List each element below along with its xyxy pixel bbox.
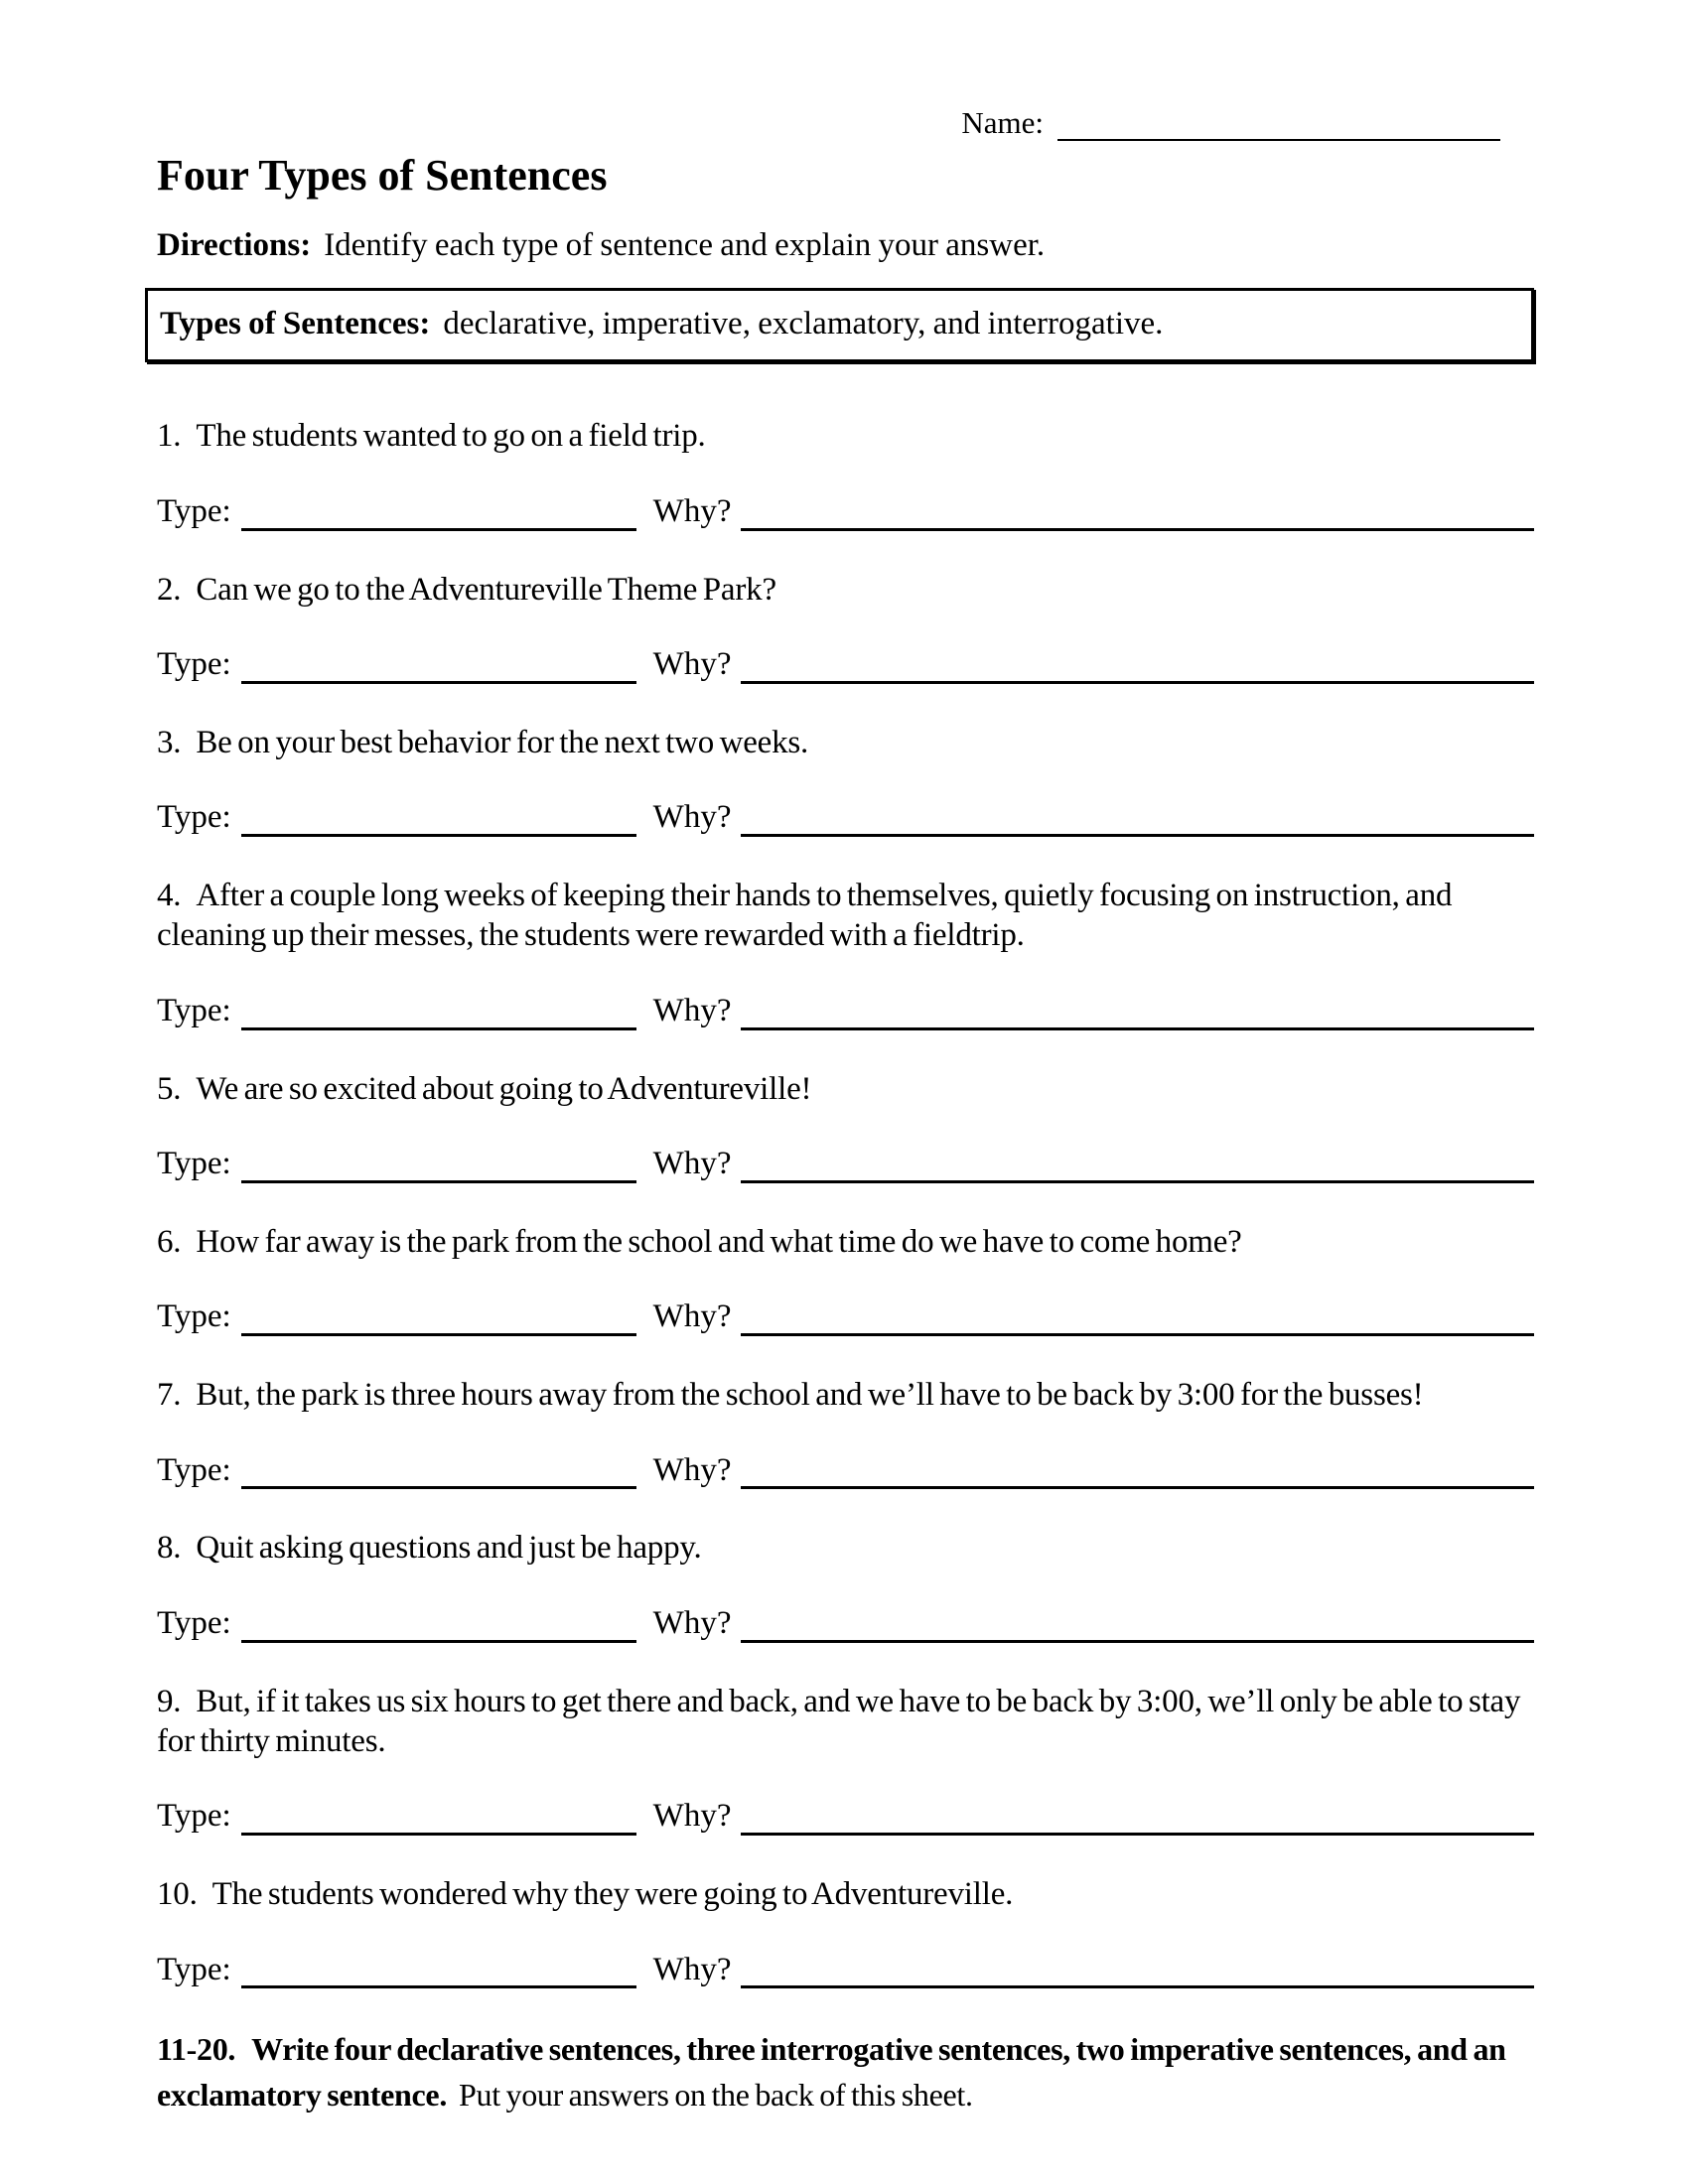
type-answer-blank (241, 795, 636, 837)
question-text: But, if it takes us six hours to get there and back, and we have to be back by 3:00, we’ll only be able to stay for thirty minutes. (157, 1683, 1521, 1759)
why-label: Why? (652, 1146, 732, 1182)
question-block-9 (157, 1682, 1534, 1837)
question-text: How far away is the park from the school and what time do we have to come home? (196, 1223, 1242, 1260)
type-label: Type: (157, 1798, 231, 1835)
question-1 (157, 416, 1534, 456)
why-answer-blank (741, 989, 1534, 1030)
name-answer-blank (1057, 105, 1500, 141)
question-number: 4. (157, 878, 182, 914)
why-label: Why? (652, 646, 732, 683)
question-block-4 (157, 876, 1534, 1030)
question-number: 6. (157, 1223, 182, 1260)
final-task (157, 2027, 1534, 2117)
directions (157, 226, 1534, 266)
question-6 (157, 1222, 1534, 1262)
type-label: Type: (157, 1146, 231, 1182)
answer-row-5 (157, 1142, 1534, 1183)
question-block-1 (157, 416, 1534, 530)
why-label: Why? (652, 492, 732, 529)
question-number: 10. (157, 1876, 198, 1913)
question-3 (157, 723, 1534, 762)
type-label: Type: (157, 1451, 231, 1488)
question-number: 8. (157, 1530, 182, 1567)
why-label: Why? (652, 1604, 732, 1641)
question-10 (157, 1874, 1534, 1914)
question-block-7 (157, 1375, 1534, 1489)
question-number: 5. (157, 1070, 182, 1107)
type-label: Type: (157, 992, 231, 1028)
question-block-10 (157, 1874, 1534, 1988)
question-block-5 (157, 1069, 1534, 1183)
question-number: 3. (157, 724, 182, 760)
why-answer-blank (741, 1295, 1534, 1336)
question-block-3 (157, 723, 1534, 837)
question-4 (157, 876, 1534, 956)
question-text: Can we go to the Adventureville Theme Park? (196, 571, 776, 608)
name-label: Name: (961, 105, 1044, 141)
directions-label: Directions: (157, 227, 312, 264)
question-text: We are so excited about going to Adventureville! (196, 1070, 812, 1107)
question-list (157, 416, 1534, 1988)
answer-row-1 (157, 489, 1534, 531)
type-answer-blank (241, 642, 636, 684)
type-label: Type: (157, 492, 231, 529)
why-label: Why? (652, 1451, 732, 1488)
type-label: Type: (157, 1604, 231, 1641)
type-label: Type: (157, 646, 231, 683)
type-answer-blank (241, 1947, 636, 1988)
why-answer-blank (741, 1947, 1534, 1988)
why-answer-blank (741, 1447, 1534, 1489)
final-task-number: 11-20. (157, 2031, 236, 2068)
types-of-sentences-box (145, 288, 1534, 363)
type-label: Type: (157, 799, 231, 836)
type-answer-blank (241, 1142, 636, 1183)
why-answer-blank (741, 1142, 1534, 1183)
question-5 (157, 1069, 1534, 1109)
types-box-label: Types of Sentences: (160, 305, 431, 341)
question-block-2 (157, 570, 1534, 684)
type-answer-blank (241, 489, 636, 531)
answer-row-3 (157, 795, 1534, 837)
why-label: Why? (652, 799, 732, 836)
type-label: Type: (157, 1951, 231, 1987)
why-label: Why? (652, 992, 732, 1028)
question-number: 2. (157, 571, 182, 608)
type-answer-blank (241, 1794, 636, 1836)
question-number: 1. (157, 418, 182, 455)
question-text: Be on your best behavior for the next two weeks. (196, 724, 809, 760)
page-title: Four Types of Sentences (157, 151, 608, 200)
question-block-8 (157, 1528, 1534, 1642)
question-2 (157, 570, 1534, 610)
name-row (157, 105, 1534, 141)
why-label: Why? (652, 1951, 732, 1987)
answer-row-4 (157, 989, 1534, 1030)
why-answer-blank (741, 642, 1534, 684)
answer-row-6 (157, 1295, 1534, 1336)
types-box-text: declarative, imperative, exclamatory, and interrogative. (443, 305, 1164, 341)
why-answer-blank (741, 795, 1534, 837)
type-answer-blank (241, 1601, 636, 1643)
why-answer-blank (741, 1601, 1534, 1643)
question-text: Quit asking questions and just be happy. (196, 1530, 702, 1567)
why-answer-blank (741, 1794, 1534, 1836)
final-task-bold-text: Write four declarative sentences, three interrogative sentences, two imperative sentences, and an exclamatory sentence. (157, 2031, 1506, 2113)
why-label: Why? (652, 1298, 732, 1335)
answer-row-2 (157, 642, 1534, 684)
question-text: The students wanted to go on a field trip. (196, 418, 706, 455)
answer-row-10 (157, 1947, 1534, 1988)
type-answer-blank (241, 1447, 636, 1489)
question-number: 7. (157, 1377, 182, 1414)
answer-row-7 (157, 1447, 1534, 1489)
answer-row-9 (157, 1794, 1534, 1836)
type-label: Type: (157, 1298, 231, 1335)
why-answer-blank (741, 489, 1534, 531)
type-answer-blank (241, 989, 636, 1030)
why-label: Why? (652, 1798, 732, 1835)
question-9 (157, 1682, 1534, 1762)
question-text: But, the park is three hours away from the school and we’ll have to be back by 3:00 for the busses! (196, 1377, 1424, 1414)
final-task-regular-text: Put your answers on the back of this sheet. (459, 2076, 973, 2113)
question-block-6 (157, 1222, 1534, 1336)
question-8 (157, 1528, 1534, 1568)
answer-row-8 (157, 1601, 1534, 1643)
question-number: 9. (157, 1683, 182, 1719)
directions-text: Identify each type of sentence and explain your answer. (324, 227, 1046, 264)
type-answer-blank (241, 1295, 636, 1336)
question-text: The students wondered why they were going to Adventureville. (211, 1876, 1014, 1913)
question-text: After a couple long weeks of keeping their hands to themselves, quietly focusing on instruction, and cleaning up their messes, the students were rewarded with a fieldtrip. (157, 878, 1453, 954)
question-7 (157, 1375, 1534, 1415)
